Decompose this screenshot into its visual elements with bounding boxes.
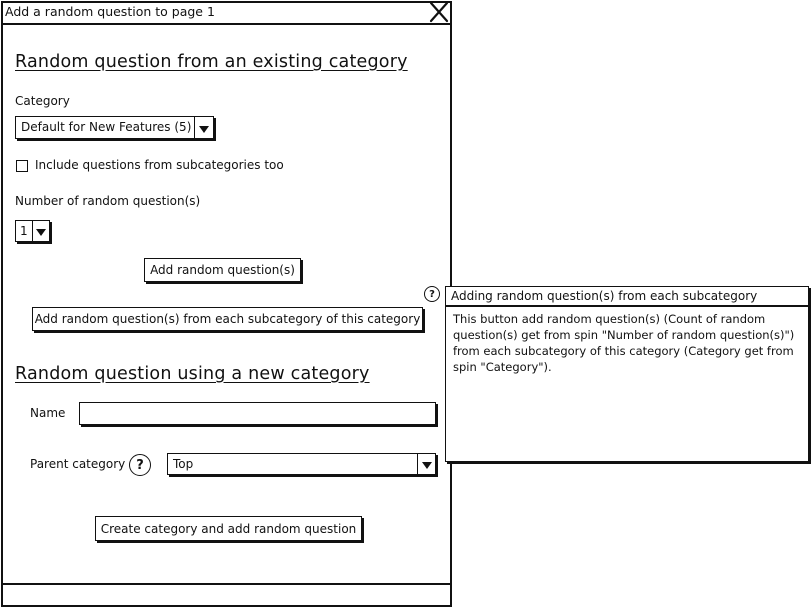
help-icon[interactable] <box>129 454 151 476</box>
tooltip-body-box <box>445 306 809 462</box>
name-input[interactable] <box>79 402 436 425</box>
tooltip-title: Adding random question(s) from each subcategory <box>451 289 758 303</box>
tooltip-body: This button add random question(s) (Count of random question(s) get from spin "Number of random question(s)") from each subcategory of this category (Category get from spin "Category"). <box>453 312 795 374</box>
number-random-label: Number of random question(s) <box>15 194 201 208</box>
help-glyph: ? <box>136 457 144 473</box>
tooltip-title-box <box>445 286 809 306</box>
parent-category-value: Top <box>173 457 194 471</box>
category-select-value: Default for New Features (5) <box>21 120 192 134</box>
number-random-value: 1 <box>20 224 28 238</box>
parent-category-select[interactable] <box>167 453 436 475</box>
dialog-title: Add a random question to page 1 <box>5 4 215 19</box>
include-subcategories-checkbox[interactable] <box>16 160 28 172</box>
dialog-footer-divider <box>1 583 450 585</box>
chevron-down-icon[interactable] <box>194 117 213 138</box>
number-random-select[interactable] <box>15 220 50 242</box>
parent-category-label: Parent category <box>30 457 126 471</box>
close-icon[interactable] <box>428 1 450 23</box>
existing-category-heading: Random question from an existing category <box>15 52 408 72</box>
chevron-down-icon[interactable] <box>32 221 49 241</box>
new-category-heading: Random question using a new category <box>15 364 370 384</box>
help-glyph: ? <box>429 288 435 300</box>
chevron-down-icon[interactable] <box>417 454 435 474</box>
include-subcategories-label: Include questions from subcategories too <box>35 158 284 172</box>
help-icon[interactable] <box>424 286 440 302</box>
category-select[interactable] <box>15 116 214 139</box>
add-from-each-subcategory-button[interactable]: Add random question(s) from each subcategory of this category <box>32 307 423 331</box>
name-label: Name <box>30 406 66 420</box>
add-random-question-button[interactable]: Add random question(s) <box>144 258 301 282</box>
category-label: Category <box>15 94 70 108</box>
create-category-button[interactable]: Create category and add random question <box>95 516 362 541</box>
